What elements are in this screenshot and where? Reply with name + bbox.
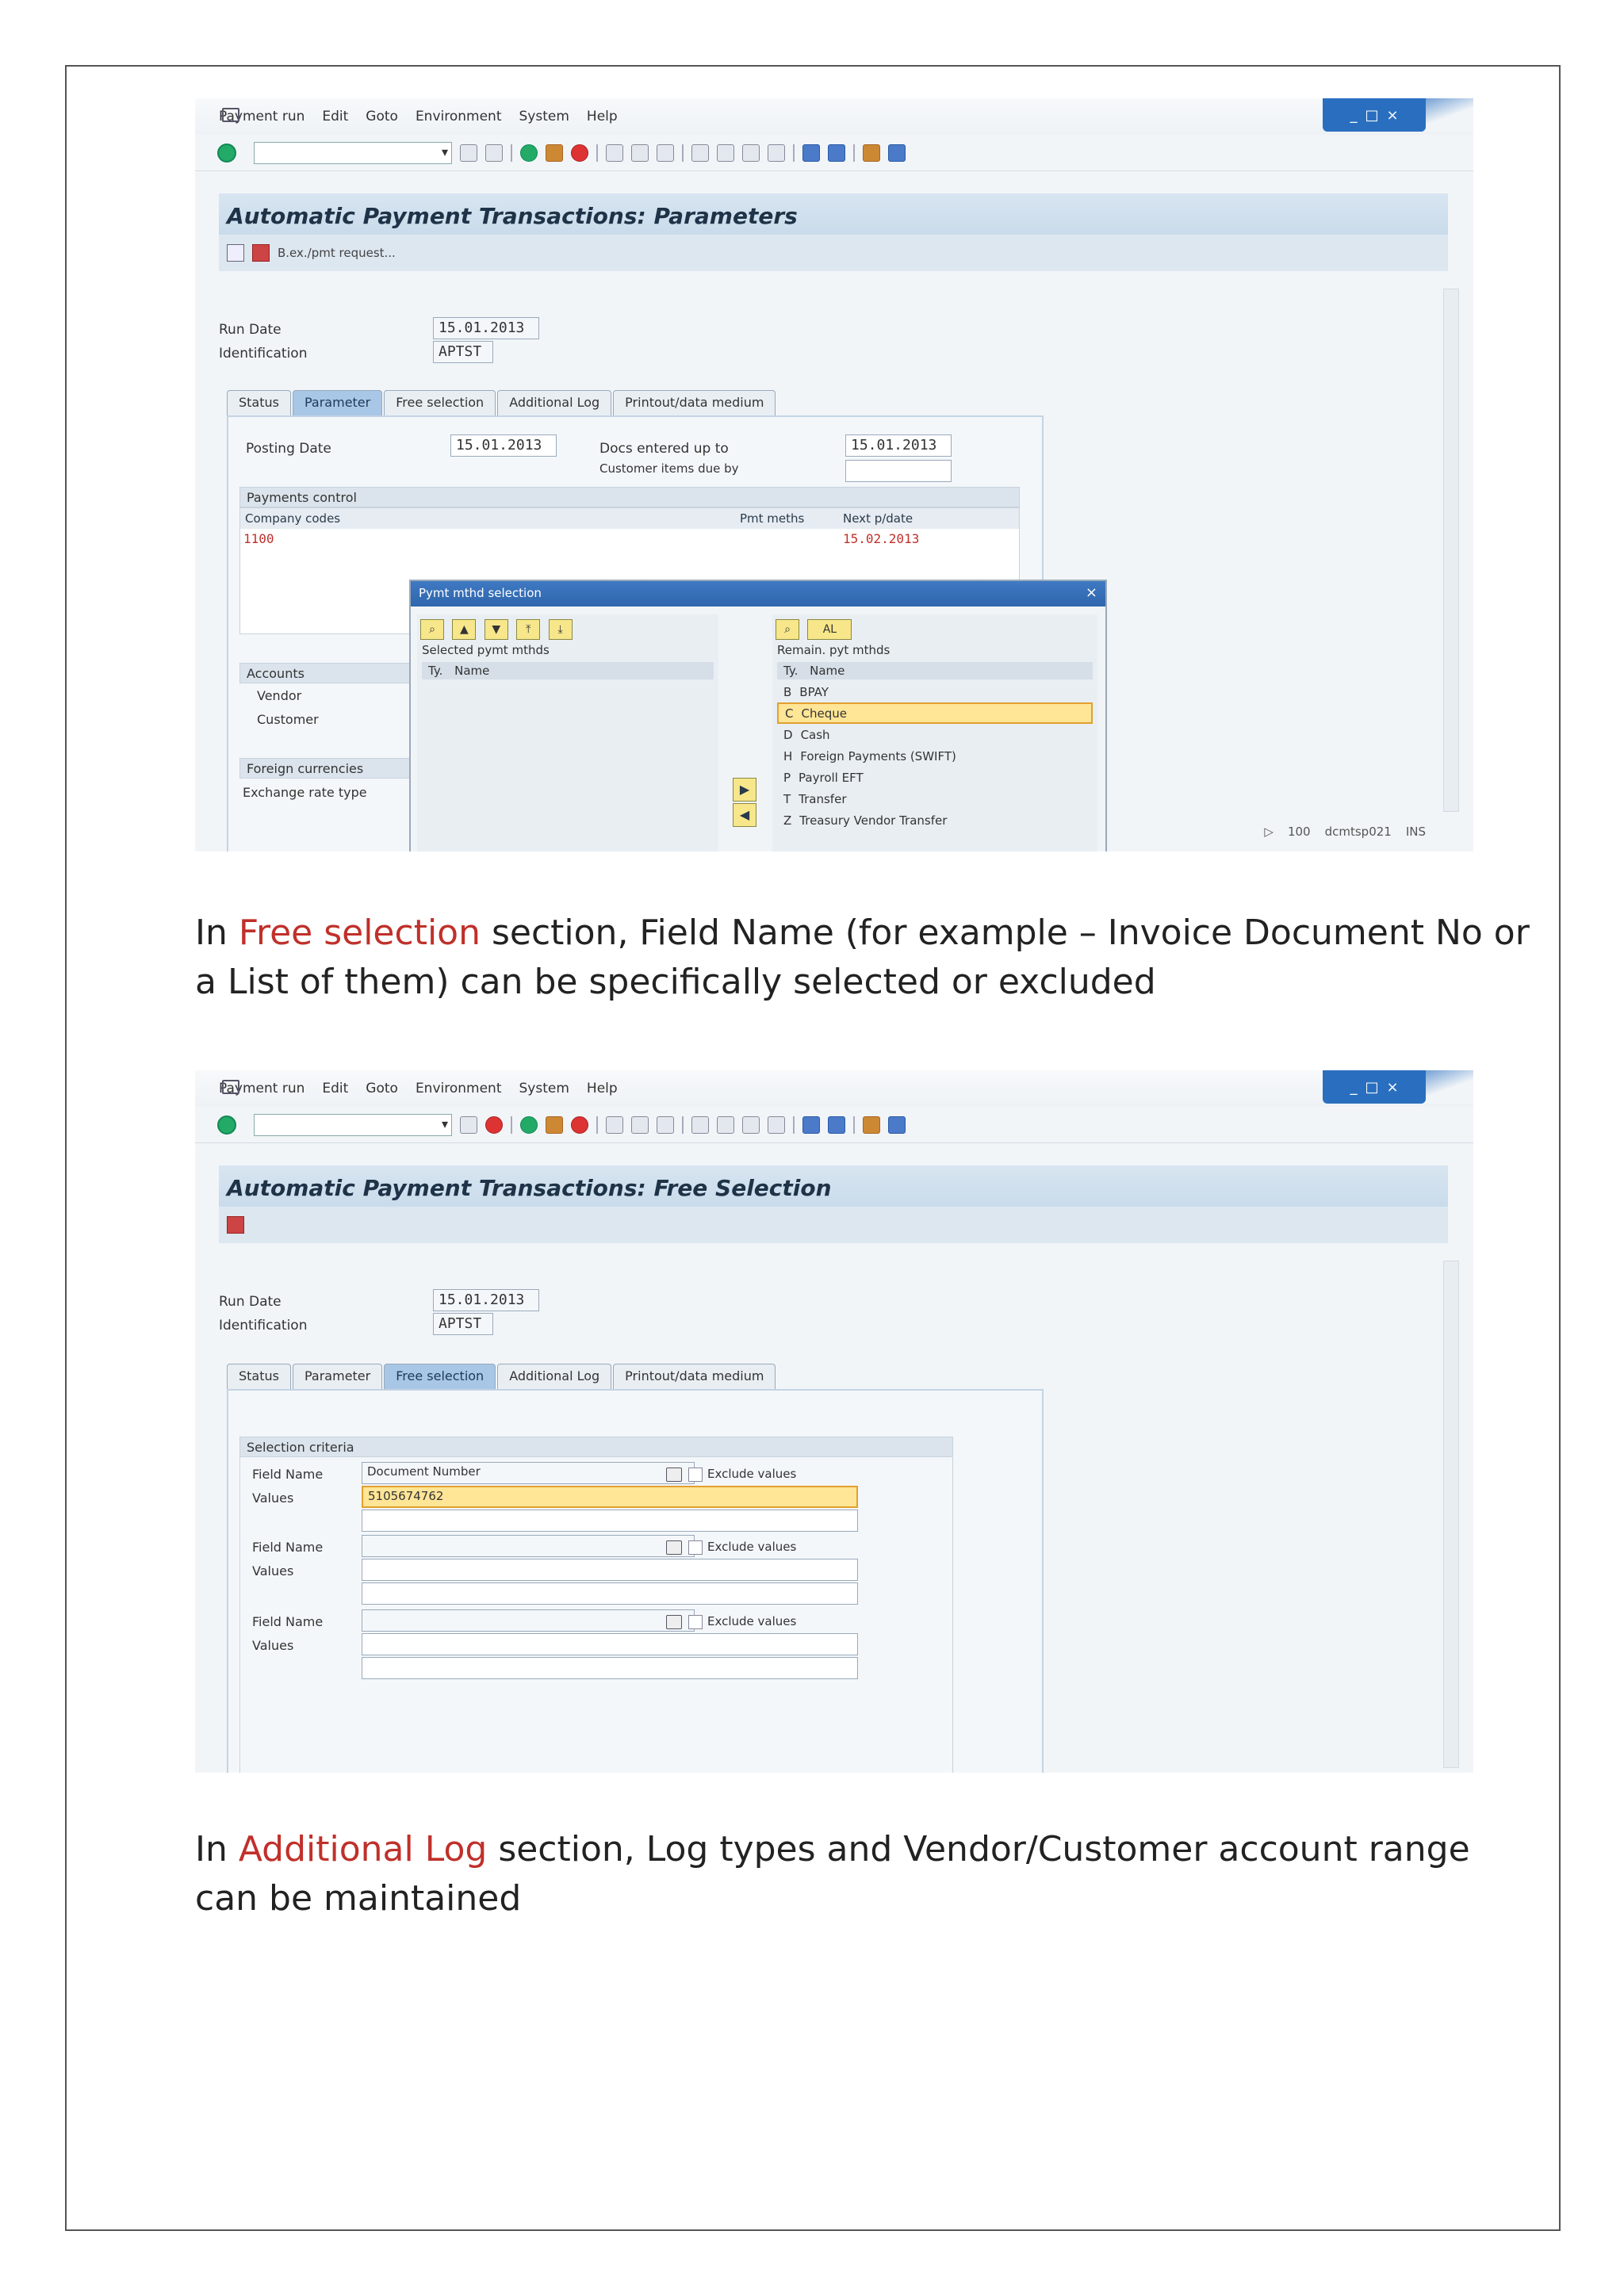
exclude-label: Exclude values [707,1540,797,1554]
layout-menu-icon[interactable] [888,1116,906,1134]
company-code-cell[interactable]: 1100 [243,531,274,546]
tab-status[interactable]: Status [227,1364,291,1389]
method-type: D [783,727,793,742]
toolbar-separator [682,144,684,162]
command-field[interactable] [254,142,452,164]
previous-page-icon[interactable] [717,1116,734,1134]
add-method-arrow-icon[interactable]: ▶ [733,778,756,802]
customer-items-label: Customer items due by [599,461,739,476]
layout-menu-icon[interactable] [888,144,906,162]
close-icon[interactable]: × [1386,106,1399,124]
help-icon[interactable] [863,1116,880,1134]
vertical-scrollbar[interactable] [1443,289,1459,812]
method-name: Cheque [801,706,847,721]
identification-field[interactable]: APTST [433,341,493,363]
values-input-1b[interactable] [362,1510,858,1532]
back-icon[interactable] [460,1116,477,1134]
selected-methods-header [422,662,714,679]
move-top-icon[interactable]: ⤒ [516,619,540,640]
pmt-meths-column: Pmt meths [740,511,805,526]
run-date-label: Run Date [219,322,282,338]
values-label: Values [252,1563,294,1578]
sap-screenshot-free-selection [195,1070,1473,1773]
maximize-icon[interactable]: □ [1365,1078,1379,1096]
selected-methods-pane [417,614,718,851]
left-pane-toolbar [417,614,718,640]
docs-entered-field[interactable]: 15.01.2013 [845,434,952,457]
delete-icon[interactable] [227,1216,244,1234]
toolbar-separator [793,144,795,162]
dialog-title-text: Pymt mthd selection [419,586,542,600]
type-column: Ty. [783,664,799,678]
name-column: Name [810,664,845,678]
back-nav-icon[interactable] [520,1116,538,1134]
caption-free-selection [195,909,1535,1007]
menu-goto[interactable]: Goto [366,1081,398,1096]
tab-additional-log[interactable]: Additional Log [497,390,611,415]
method-type: P [783,770,791,785]
multiple-selection-icon[interactable] [666,1468,682,1482]
find-icon[interactable]: ⌕ [776,619,799,640]
company-codes-column: Company codes [245,511,341,526]
exclude-values-1[interactable] [666,1467,796,1482]
method-type: C [785,706,794,721]
remove-method-arrow-icon[interactable]: ◀ [733,803,756,827]
tab-free-selection[interactable]: Free selection [384,1364,496,1389]
delete-icon[interactable] [252,244,270,262]
menu-help[interactable]: Help [586,1081,618,1096]
values-input-3[interactable] [362,1633,858,1655]
next-page-icon[interactable] [742,1116,760,1134]
zoom-level[interactable]: 100 [1287,825,1311,839]
name-column: Name [454,664,490,678]
method-type: T [783,791,791,806]
vertical-scrollbar[interactable] [1443,1261,1459,1768]
multiple-selection-icon[interactable] [666,1540,682,1555]
system-menu-icon[interactable] [222,108,239,122]
menu-environment[interactable]: Environment [415,1081,502,1096]
caption-text: section, Field Name (for example – Invoice Document No or a List of them) can be specifically selected or excluded [195,913,1530,1002]
method-name: BPAY [799,684,829,699]
run-date-field[interactable]: 15.01.2013 [433,317,539,339]
list-item[interactable] [777,767,1093,788]
remaining-methods-title: Remain. pyt mthds [777,643,891,657]
menu-bar [195,1070,1473,1107]
list-item[interactable] [777,681,1093,702]
values-label: Values [252,1638,294,1653]
application-toolbar [219,1207,1448,1243]
standard-toolbar [195,135,1473,171]
tab-parameter[interactable]: Parameter [293,1364,382,1389]
sap-screenshot-parameters [195,98,1473,851]
exclude-checkbox[interactable] [688,1540,703,1555]
print-icon[interactable] [606,1116,623,1134]
toolbar-separator [793,1116,795,1134]
exclude-label: Exclude values [707,1467,797,1481]
method-name: Treasury Vendor Transfer [799,813,948,828]
filter-all-icon[interactable]: AL [807,619,852,640]
posting-date-label: Posting Date [246,441,331,457]
insert-mode: INS [1405,825,1426,839]
identification-field[interactable]: APTST [433,1313,493,1335]
minimize-icon[interactable]: _ [1350,1078,1358,1096]
toolbar-separator [596,1116,598,1134]
toolbar-separator [682,1116,684,1134]
enter-icon[interactable] [217,1115,236,1135]
command-field[interactable] [254,1114,452,1136]
previous-page-icon[interactable] [717,144,734,162]
first-page-icon[interactable] [691,1116,709,1134]
menu-environment[interactable]: Environment [415,109,502,124]
status-triangle-icon[interactable]: ▷ [1264,825,1274,839]
menu-system[interactable]: System [519,1081,569,1096]
exchange-rate-label: Exchange rate type [243,785,367,800]
tab-printout[interactable]: Printout/data medium [613,1364,776,1389]
tab-status[interactable]: Status [227,390,291,415]
exclude-values-2[interactable] [666,1540,796,1555]
list-item[interactable] [777,788,1093,809]
back-nav-icon[interactable] [520,144,538,162]
menu-bar [195,98,1473,135]
find-next-icon[interactable] [657,1116,674,1134]
caption-prefix: In [195,1829,239,1869]
customer-label: Customer [257,712,319,727]
remaining-methods-header [777,662,1093,679]
field-name-label: Field Name [252,1467,324,1482]
toolbar-separator [853,1116,855,1134]
type-column: Ty. [428,664,443,678]
next-pdate-cell[interactable]: 15.02.2013 [843,531,920,546]
find-next-icon[interactable] [657,144,674,162]
caption-prefix: In [195,913,239,953]
identification-label: Identification [219,346,308,362]
cancel-icon[interactable] [571,144,588,162]
values-input-2b[interactable] [362,1582,858,1605]
field-name-2[interactable] [362,1535,695,1557]
remaining-methods-pane [772,614,1097,851]
exit-icon[interactable] [546,144,563,162]
move-up-icon[interactable]: ▲ [452,619,476,640]
exclude-checkbox[interactable] [688,1468,703,1482]
selection-criteria-header: Selection criteria [239,1437,953,1457]
table-header [240,508,1019,529]
shortcut-icon[interactable] [828,1116,845,1134]
tab-free-selection[interactable]: Free selection [384,390,496,415]
exclude-checkbox[interactable] [688,1615,703,1629]
posting-date-field[interactable]: 15.01.2013 [450,434,557,457]
caption-highlight: Free selection [238,913,481,953]
copy-icon[interactable] [227,244,244,262]
accounts-header: Accounts [239,663,557,683]
values-label: Values [252,1490,294,1506]
system-menu-icon[interactable] [222,1080,239,1094]
menu-edit[interactable]: Edit [322,1081,349,1096]
multiple-selection-icon[interactable] [666,1615,682,1629]
selected-methods-title: Selected pymt mthds [422,643,550,657]
caption-highlight: Additional Log [238,1829,488,1869]
field-name-label: Field Name [252,1614,324,1629]
tab-strip [227,1364,776,1389]
exit-icon[interactable] [546,1116,563,1134]
values-input-3b[interactable] [362,1657,858,1679]
payment-method-dialog [409,580,1107,851]
find-icon[interactable] [631,144,649,162]
caption-additional-log [195,1825,1535,1923]
menu-system[interactable]: System [519,109,569,124]
method-type: Z [783,813,792,828]
toolbar-separator [853,144,855,162]
dialog-title [411,581,1105,607]
window-controls [1323,98,1426,132]
values-input-1[interactable]: 5105674762 [362,1486,858,1508]
menu-edit[interactable]: Edit [322,109,349,124]
new-session-icon[interactable] [802,144,820,162]
window-controls [1323,1070,1426,1104]
foreign-currencies-header: Foreign currencies [239,758,557,779]
find-icon[interactable]: ⌕ [420,619,444,640]
server-name: dcmtsp021 [1324,825,1392,839]
status-bar [195,818,1473,845]
last-page-icon[interactable] [768,1116,785,1134]
exclude-values-3[interactable] [666,1614,796,1629]
field-name-label: Field Name [252,1540,324,1555]
page-title: Automatic Payment Transactions: Free Selection [219,1165,1448,1207]
first-page-icon[interactable] [691,144,709,162]
tab-parameter[interactable]: Parameter [293,390,382,415]
enter-icon[interactable] [217,144,236,163]
tab-printout[interactable]: Printout/data medium [613,390,776,415]
method-name: Payroll EFT [799,770,864,785]
save-icon[interactable] [485,1116,503,1134]
menu-payment-run[interactable]: Payment run [219,109,305,124]
list-item[interactable] [777,745,1093,767]
list-item[interactable] [777,724,1093,745]
maximize-icon[interactable]: □ [1365,106,1379,124]
field-name-3[interactable] [362,1609,695,1632]
menu-help[interactable]: Help [586,109,618,124]
field-name-1[interactable]: Document Number [362,1462,695,1484]
identification-label: Identification [219,1318,308,1334]
menu-payment-run[interactable]: Payment run [219,1081,305,1096]
method-name: Transfer [799,791,847,806]
print-icon[interactable] [606,144,623,162]
toolbar-separator [511,144,512,162]
docs-entered-label: Docs entered up to [599,441,729,457]
next-pdate-column: Next p/date [843,511,914,526]
next-page-icon[interactable] [742,144,760,162]
customer-items-field[interactable] [845,460,952,482]
payments-control-header: Payments control [239,487,1020,507]
tab-strip [227,390,776,415]
page-title: Automatic Payment Transactions: Parameters [219,193,1448,235]
bex-pmt-request-button[interactable]: B.ex./pmt request... [278,246,396,260]
right-pane-toolbar [772,614,1097,640]
toolbar-separator [511,1116,512,1134]
method-name: Foreign Payments (SWIFT) [800,748,956,763]
tab-additional-log[interactable]: Additional Log [497,1364,611,1389]
list-item-selected[interactable] [777,702,1093,724]
cancel-icon[interactable] [571,1116,588,1134]
move-down-icon[interactable]: ▼ [485,619,508,640]
run-date-field[interactable]: 15.01.2013 [433,1289,539,1311]
values-input-2[interactable] [362,1559,858,1581]
application-toolbar [219,235,1448,271]
method-type: B [783,684,792,699]
last-page-icon[interactable] [768,144,785,162]
menu-goto[interactable]: Goto [366,109,398,124]
toolbar-separator [596,144,598,162]
back-icon[interactable] [460,144,477,162]
run-date-label: Run Date [219,1294,282,1310]
new-session-icon[interactable] [802,1116,820,1134]
vendor-label: Vendor [257,688,302,703]
save-icon[interactable] [485,144,503,162]
close-icon[interactable]: × [1386,1078,1399,1096]
table-row[interactable] [240,529,1019,549]
help-icon[interactable] [863,144,880,162]
caption-text: section, Log types and Vendor/Customer account range can be maintained [195,1829,1470,1919]
move-bottom-icon[interactable]: ⤓ [549,619,573,640]
shortcut-icon[interactable] [828,144,845,162]
method-type: H [783,748,793,763]
find-icon[interactable] [631,1116,649,1134]
method-name: Cash [800,727,830,742]
minimize-icon[interactable]: _ [1350,106,1358,124]
dialog-close-icon[interactable]: × [1085,584,1097,601]
exclude-label: Exclude values [707,1614,797,1628]
standard-toolbar [195,1107,1473,1143]
